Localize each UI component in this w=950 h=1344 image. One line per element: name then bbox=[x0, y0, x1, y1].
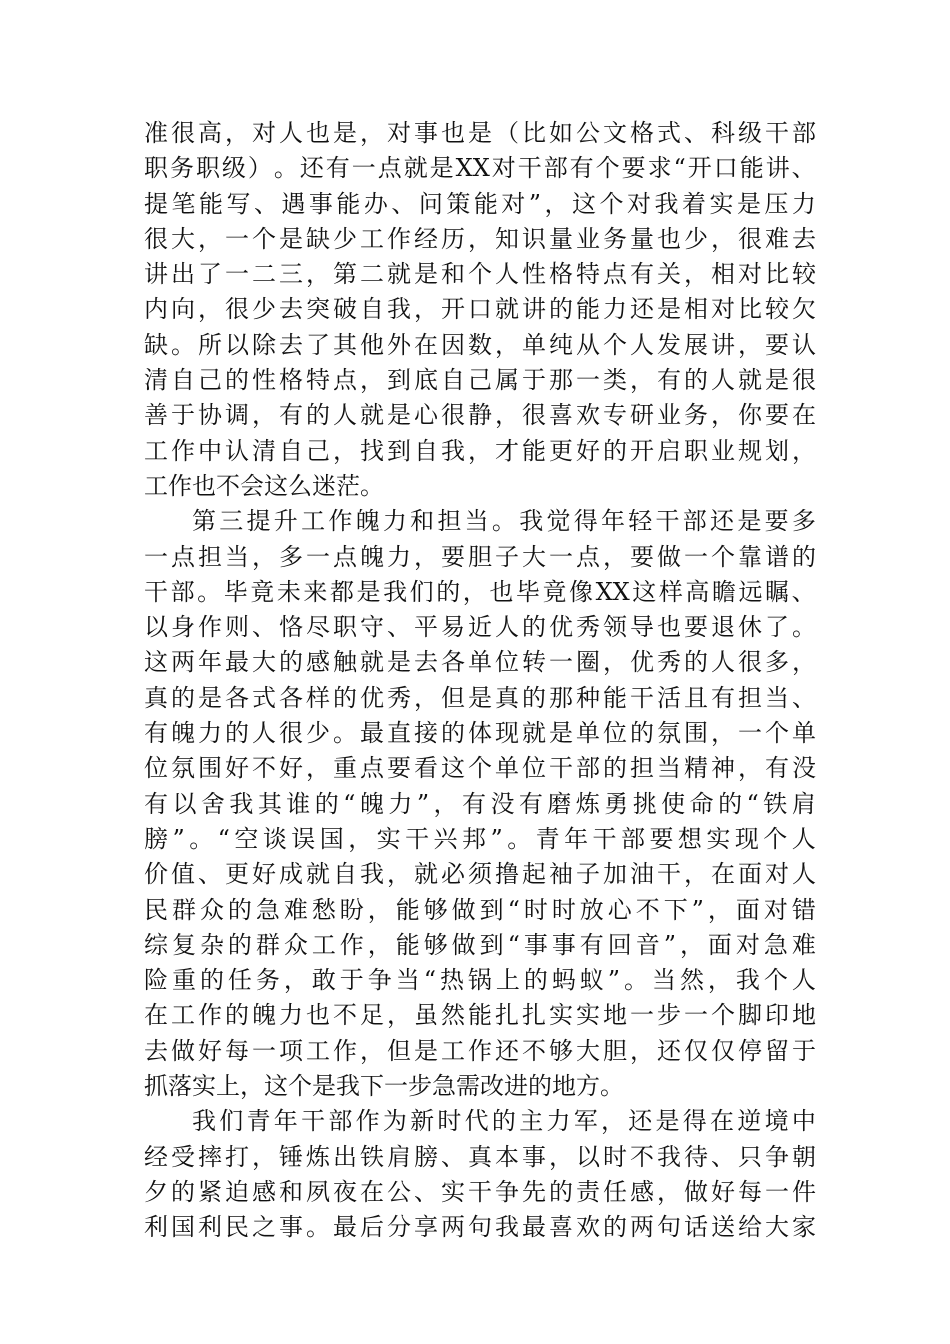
text-line: 职 务 职 级 ） 。 还 有 一 点 就 是 XX 对 干 部 有 个 要 求 “ 开 口 能 讲 、 bbox=[144, 154, 816, 183]
text-line: 干 部 。 毕 竟 未 来 都 是 我 们 的 ， 也 毕 竟 像 XX 这 样 高 瞻 远 瞩 、 bbox=[144, 577, 816, 606]
text-line: 以 身 作 则 、 恪 尽 职 守 、 平 易 近 人 的 优 秀 领 导 也 要 退 休 了 。 bbox=[144, 613, 816, 642]
body-text bbox=[144, 116, 816, 1246]
paragraph-start-line: 我 们 青 年 干 部 作 为 新 时 代 的 主 力 军 ， 还 是 得 在 逆 境 中 bbox=[192, 1107, 816, 1136]
text-line: 工作也不会这么迷茫。 bbox=[144, 471, 384, 500]
text-line: 膀 ” 。 “ 空 谈 误 国 ， 实 干 兴 邦 ” 。 青 年 干 部 要 想 实 现 个 人 bbox=[144, 824, 816, 853]
text-line: 位 氛 围 好 不 好 ， 重 点 要 看 这 个 单 位 干 部 的 担 当 精 神 ， 有 没 bbox=[144, 754, 816, 783]
text-line: 清 自 己 的 性 格 特 点 ， 到 底 自 己 属 于 那 一 类 ， 有 的 人 就 是 很 bbox=[144, 366, 816, 395]
text-line: 善 于 协 调 ， 有 的 人 就 是 心 很 静 ， 很 喜 欢 专 研 业 务 ， 你 要 在 bbox=[144, 401, 816, 430]
text-line: 险 重 的 任 务 ， 敢 于 争 当 “ 热 锅 上 的 蚂 蚁 ” 。 当 然 ， 我 个 人 bbox=[144, 966, 816, 995]
text-line: 民 群 众 的 急 难 愁 盼 ， 能 够 做 到 “ 时 时 放 心 不 下 ” ， 面 对 错 bbox=[144, 895, 816, 924]
text-line: 一 点 担 当 ， 多 一 点 魄 力 ， 要 胆 子 大 一 点 ， 要 做 一 个 靠 谱 的 bbox=[144, 542, 816, 571]
text-line: 这 两 年 最 大 的 感 触 就 是 去 各 单 位 转 一 圈 ， 优 秀 的 人 很 多 ， bbox=[144, 648, 816, 677]
text-line: 真 的 是 各 式 各 样 的 优 秀 ， 但 是 真 的 那 种 能 干 活 且 有 担 当 、 bbox=[144, 683, 816, 712]
text-line: 在 工 作 的 魄 力 也 不 足 ， 虽 然 能 扎 扎 实 实 地 一 步 一 个 脚 印 地 bbox=[144, 1001, 816, 1030]
text-line: 利 国 利 民 之 事 。 最 后 分 享 两 句 我 最 喜 欢 的 两 句 话 送 给 大 家 bbox=[144, 1213, 816, 1242]
text-line: 缺 。 所 以 除 去 了 其 他 外 在 因 数 ， 单 纯 从 个 人 发 展 讲 ， 要 认 bbox=[144, 330, 816, 359]
text-line: 提 笔 能 写 、 遇 事 能 办 、 问 策 能 对 ” ， 这 个 对 我 着 实 是 压 力 bbox=[144, 189, 816, 218]
text-line: 夕 的 紧 迫 感 和 夙 夜 在 公 、 实 干 争 先 的 责 任 感 ， 做 好 每 一 件 bbox=[144, 1177, 816, 1206]
text-line: 抓落实上，这个是我下一步急需改进的地方。 bbox=[144, 1072, 624, 1101]
text-line: 经 受 摔 打 ， 锤 炼 出 铁 肩 膀 、 真 本 事 ， 以 时 不 我 待 、 只 争 朝 bbox=[144, 1142, 816, 1171]
text-line: 讲 出 了 一 二 三 ， 第 二 就 是 和 个 人 性 格 特 点 有 关 ， 相 对 比 较 bbox=[144, 260, 816, 289]
text-line: 工 作 中 认 清 自 己 ， 找 到 自 我 ， 才 能 更 好 的 开 启 职 业 规 划 ， bbox=[144, 436, 816, 465]
text-line: 综 复 杂 的 群 众 工 作 ， 能 够 做 到 “ 事 事 有 回 音 ” ， 面 对 急 难 bbox=[144, 930, 816, 959]
paragraph-start-line: 第 三 提 升 工 作 魄 力 和 担 当 。 我 觉 得 年 轻 干 部 还 是 要 多 bbox=[192, 507, 816, 536]
text-line: 有 魄 力 的 人 很 少 。 最 直 接 的 体 现 就 是 单 位 的 氛 围 ， 一 个 单 bbox=[144, 719, 816, 748]
text-line: 准 很 高 ， 对 人 也 是 ， 对 事 也 是 （ 比 如 公 文 格 式 、 科 级 干 部 bbox=[144, 119, 816, 147]
text-line: 很 大 ， 一 个 是 缺 少 工 作 经 历 ， 知 识 量 业 务 量 也 少 ， 很 难 去 bbox=[144, 224, 816, 253]
text-line: 去 做 好 每 一 项 工 作 ， 但 是 工 作 还 不 够 大 胆 ， 还 仅 仅 停 留 于 bbox=[144, 1036, 816, 1065]
text-line: 内 向 ， 很 少 去 突 破 自 我 ， 开 口 就 讲 的 能 力 还 是 相 对 比 较 欠 bbox=[144, 295, 816, 324]
text-line: 有 以 舍 我 其 谁 的 “ 魄 力 ” ， 有 没 有 磨 炼 勇 挑 使 命 的 “ 铁 肩 bbox=[144, 789, 816, 818]
text-line: 价 值 、 更 好 成 就 自 我 ， 就 必 须 撸 起 袖 子 加 油 干 ， 在 面 对 人 bbox=[144, 860, 816, 889]
